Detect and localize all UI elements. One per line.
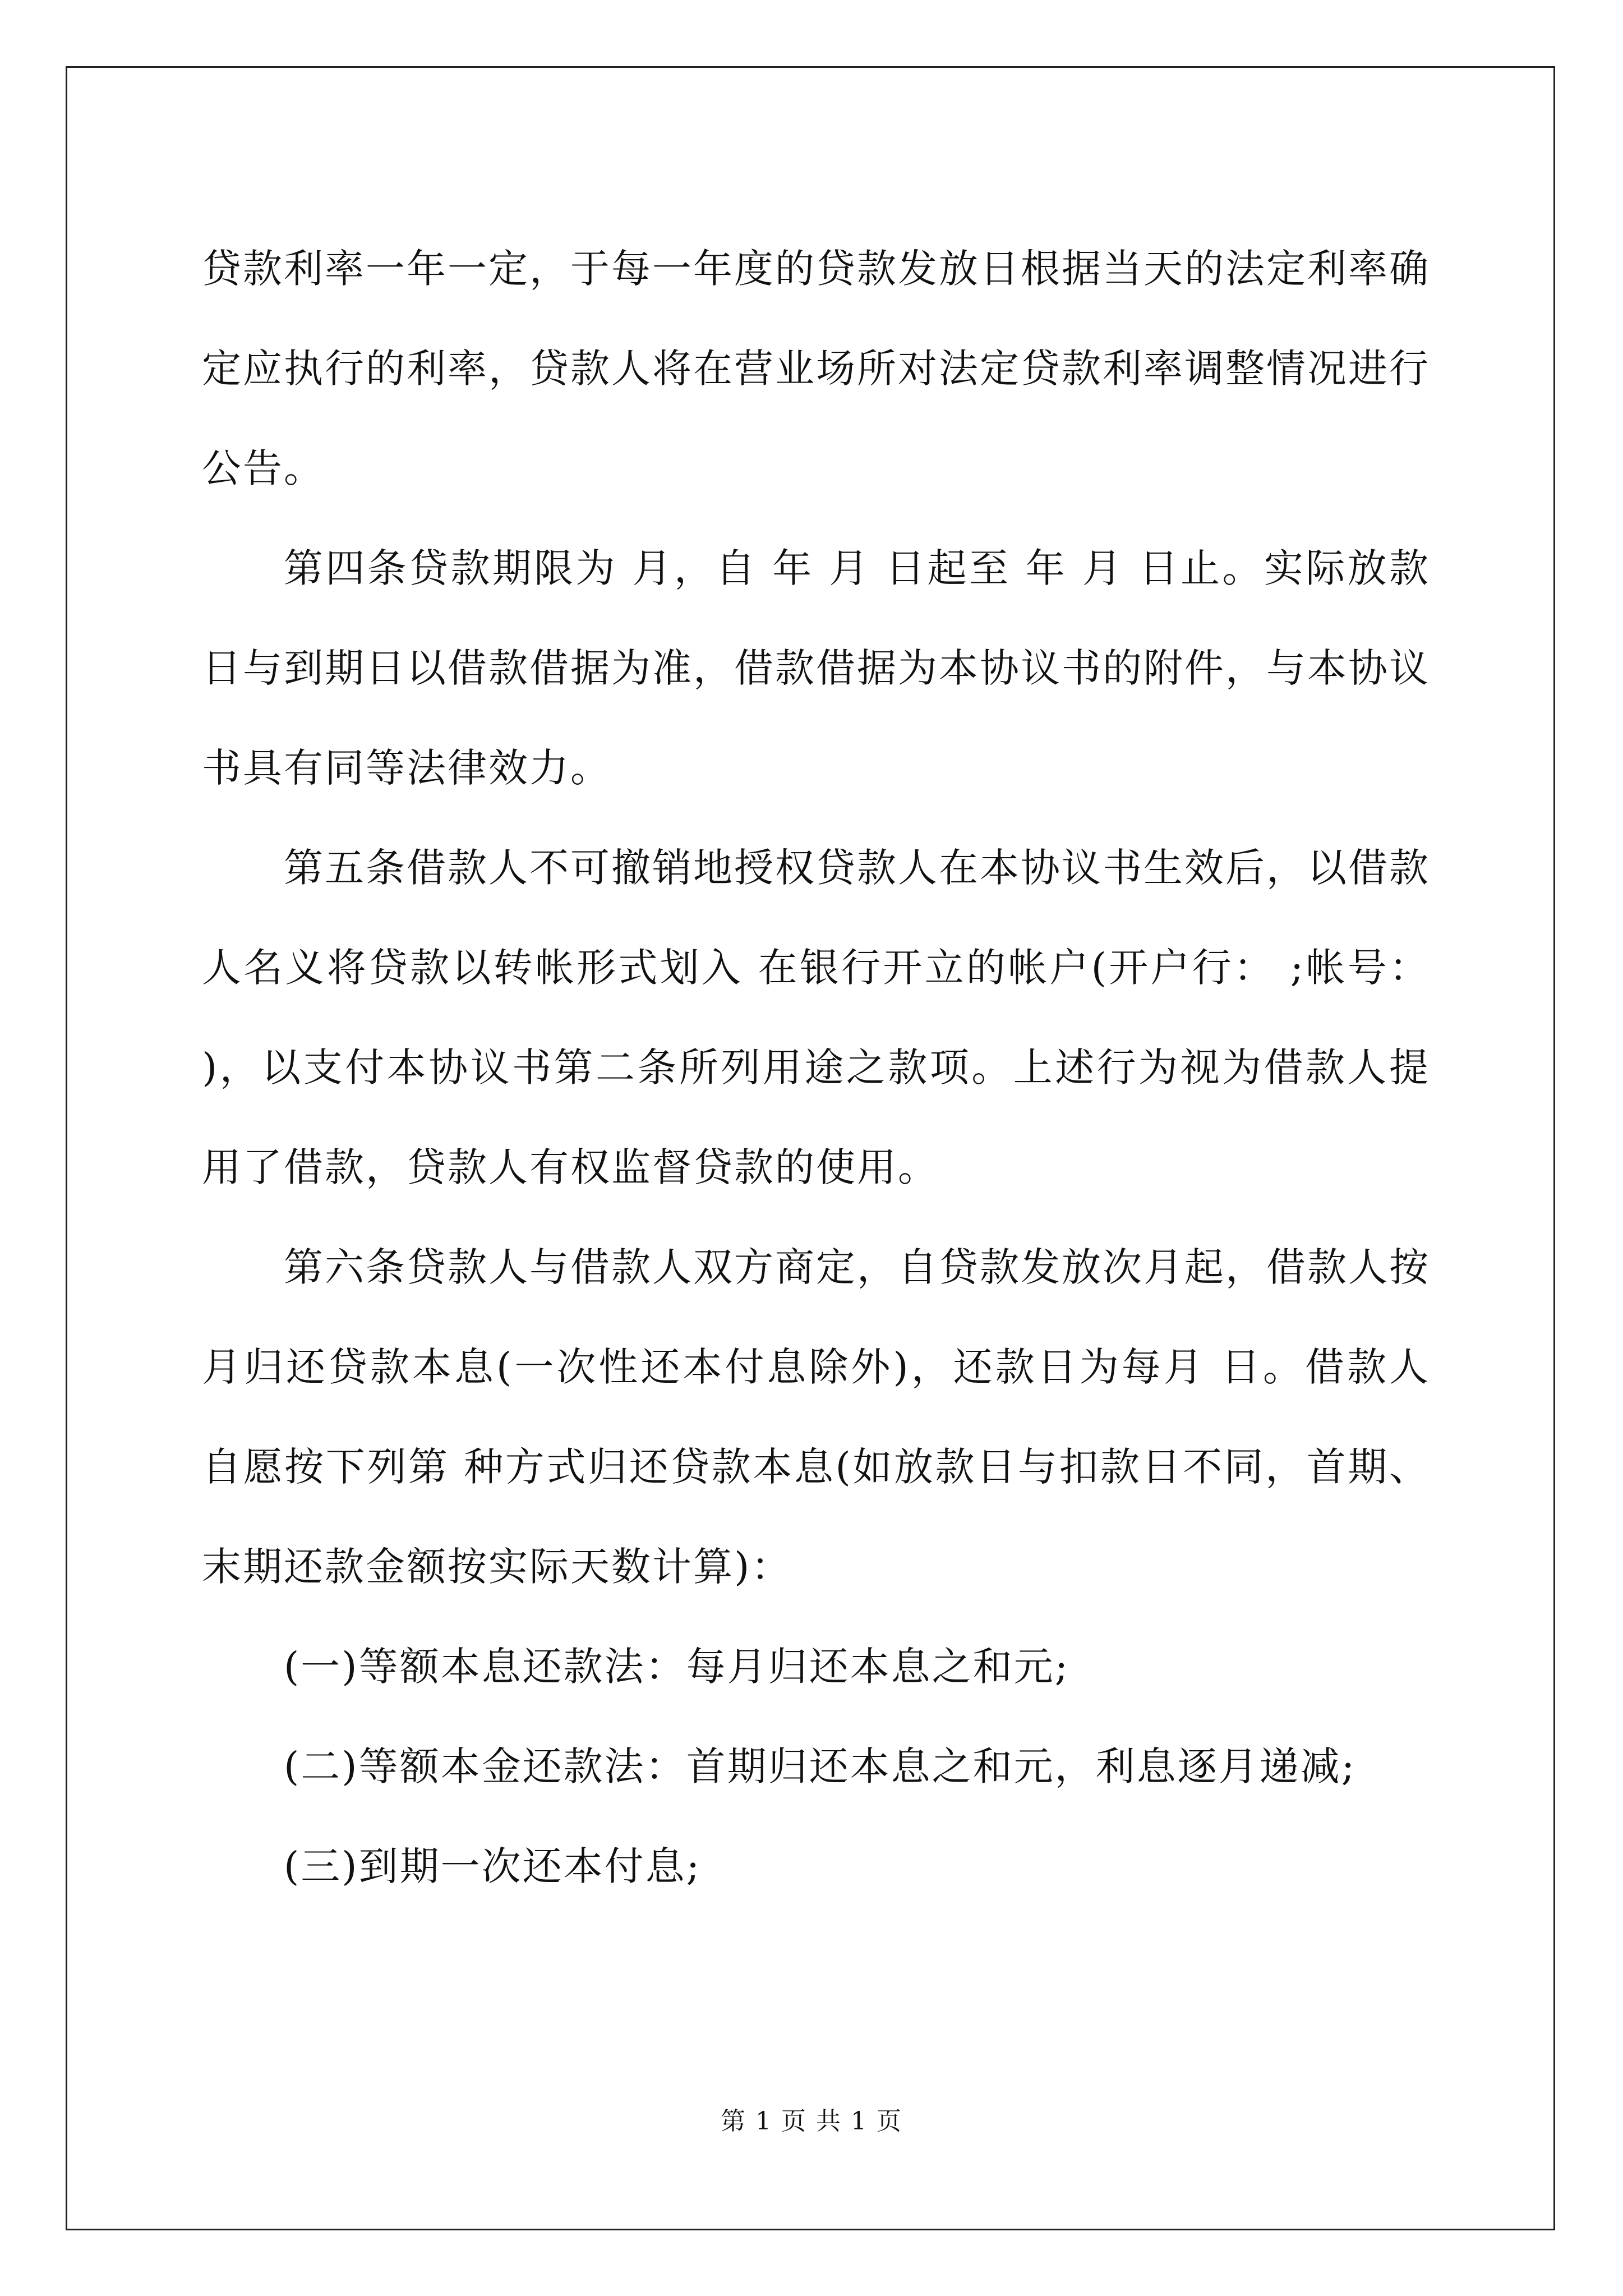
list-item-equal-principal: (二)等额本金还款法：首期归还本息之和元，利息逐月递减; xyxy=(284,1743,1357,1789)
paragraph-article-6-repayment: 第六条贷款人与借款人双方商定，自贷款发放次月起，借款人按月归还贷款本息(一次性还本付息除外)，还款日为每月 日。借款人自愿按下列第 种方式归还贷款本息(如放款日与扣款日不同，首期、末期还款金额按实际天数计算)： xyxy=(202,1244,1430,1590)
paragraph-article-4-loan-term: 第四条贷款期限为 月，自 年 月 日起至 年 月 日止。实际放款日与到期日以借款借据为准，借款借据为本协议书的附件，与本协议书具有同等法律效力。 xyxy=(202,545,1430,791)
document-body xyxy=(202,219,1430,1916)
page-number-footer: 第 1 页 共 1 页 xyxy=(721,2107,902,2136)
paragraph-article-5-authorization: 第五条借款人不可撤销地授权贷款人在本协议书生效后，以借款人名义将贷款以转帐形式划入 在银行开立的帐户(开户行： ;帐号： )，以支付本协议书第二条所列用途之款项。上述行为视为借款人提用了借款，贷款人有权监督贷款的使用。 xyxy=(202,845,1430,1190)
list-item-equal-installment: (一)等额本息还款法：每月归还本息之和元; xyxy=(284,1644,1070,1690)
list-item-lump-sum: (三)到期一次还本付息; xyxy=(284,1843,702,1889)
paragraph-interest-rate: 贷款利率一年一定，于每一年度的贷款发放日根据当天的法定利率确定应执行的利率，贷款人将在营业场所对法定贷款利率调整情况进行公告。 xyxy=(202,246,1430,491)
